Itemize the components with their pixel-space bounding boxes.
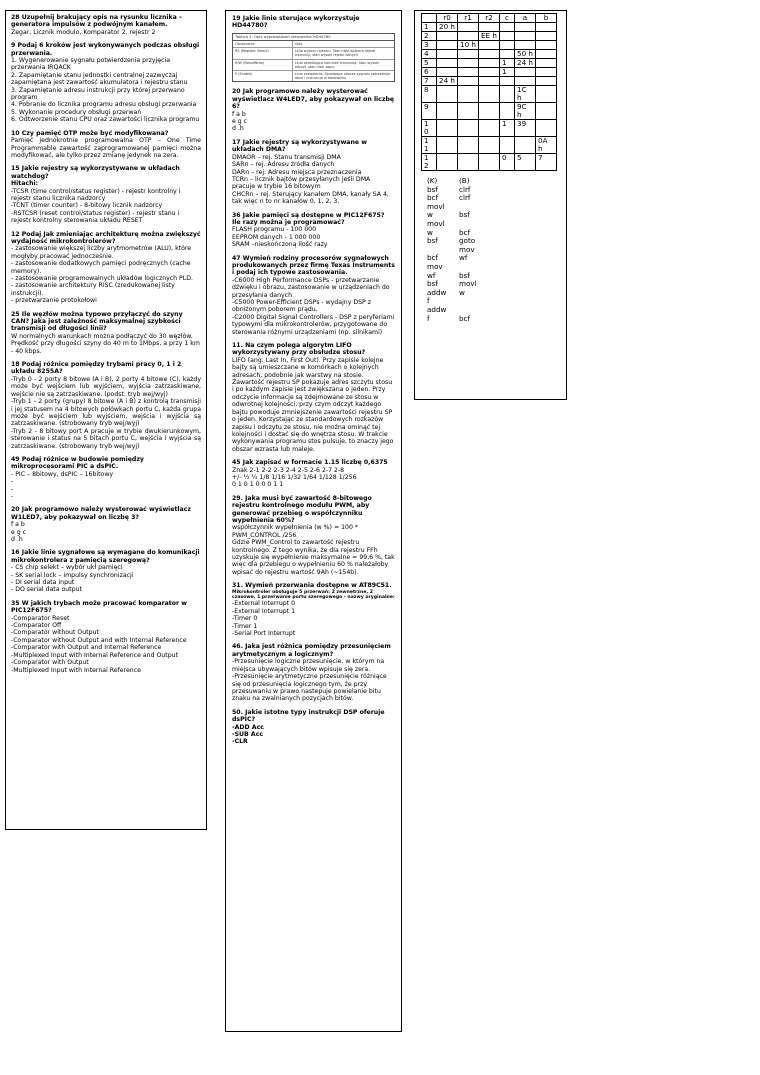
question-title: 36 Jakie pamięci są dostępne w PIC12F675? Ile razy można je programować? [232,211,385,226]
scan-cell: R/W (Read/Write) [233,60,293,70]
instruction-b: bsf [459,210,470,220]
column-middle-questions [232,88,395,745]
register-table-row [422,41,557,50]
register-cell [536,59,557,68]
question-block [11,42,201,123]
register-cell [437,103,458,120]
question-title: 49 Podaj różnice w budowie pomiędzy mikroprocesorami PIC a dsPIC. [11,455,144,471]
register-cell: 1 [422,23,437,32]
register-cell: 2 [422,32,437,41]
question-block [11,165,201,224]
question-answer: -Comparator Reset -Comparator Off -Comparator without Output -Comparator without Output and with Internal Reference -Comparator with Output and Internal Reference -Multiplexed Input with Internal Reference and Output -Comparator with Output -Multiplexed Input with Internal Reference [11,614,187,674]
header-cell: b [536,14,557,23]
register-cell [500,86,515,103]
register-cell [437,120,458,137]
register-table-row [422,120,557,137]
register-cell [437,32,458,41]
instruction-pair [427,203,566,212]
register-cell: EE h [479,32,500,41]
register-cell: 1 [500,68,515,77]
register-cell: 7 [422,77,437,86]
register-cell [437,50,458,59]
register-cell [458,86,479,103]
register-cell [479,50,500,59]
register-cell [479,77,500,86]
instruction-pair [427,194,566,203]
question-title: 28 Uzupełnij brakujący opis na rysunku licznika – generatora impulsów z podwójnym kanałem. [11,14,183,29]
question-title: 20 Jak programowo należy wysterować wyświetlacz W4LED7, aby pokazywał on liczbę 6? [232,88,395,111]
instruction-pair [427,229,566,238]
register-cell: 39 [515,120,536,137]
question-block [11,549,201,593]
instruction-b: movl [459,279,477,289]
register-cell [437,137,458,154]
register-table-row [422,86,557,103]
hd44780-pin-table-image [232,33,395,83]
register-cell [536,50,557,59]
register-cell [515,137,536,154]
register-cell: 1 [500,59,515,68]
pair-left-header: (K) [427,176,438,185]
scan-cell: Linia wyboru rejestru. Stan niski wybiera rejestr instrukcji, stan wysoki rejestr danych. [294,49,376,58]
question-answer: - PIC – 8bitowy, dsPIC – 16bitowy - - - [11,470,114,500]
question-title: 29. Jaka musi być zawartość 8-bitowego rejestru kontrolnego modułu PWM, aby generować przebieg o współczynniku wypełnienia 60%? [232,494,372,524]
scan-cell: E (Enable) [233,71,293,81]
register-cell [536,120,557,137]
register-cell [458,59,479,68]
register-cell: 1C h [515,86,536,103]
instruction-k: mov [427,261,443,271]
header-cell: r1 [458,14,479,23]
instruction-k: bsf [427,279,438,289]
instruction-k: wf [427,270,436,280]
question-answer: -Tryb 0 - 2 porty 8 bitowe (A i B), 2 porty 4 bitowe (C), każdy może być wejściem lub wyjściem, wyjścia zatrzaskiwane, wejście nie są zatrzaskiwane. (podst. tryb wej/wyj) -Tryb 1 - 2 porty (grupy) 8 bitowe (A i B) z kontrolą transmisji i jej statusem na 4 bitowych połówkach portu C, każda grupa może być wejściem lub wyjściem, wejścia i wyjścia są zatrzaskiwane. (strobowany tryb wej/wyj) -Tryb 2 - 8 bitowy port A pracuje w trybie dwukierunkowym, sterowanie i status na 5 bitach portu C, wejścia i wyjścia są zatrzaskiwane. (strobowany tryb wej/wyj) [11,375,201,450]
register-table-row [422,50,557,59]
scan-table-row [233,71,394,81]
question-block [232,342,395,453]
instruction-pair [427,272,566,281]
instruction-k: bcf [427,193,439,203]
instruction-k: f [427,313,430,323]
register-cell [536,68,557,77]
question-answer: 1. Wygenerowanie sygnału potwierdzenia przyjęcia przerwania IRQACK 2. Zapamiętanie stanu jednostki centralnej zazwyczaj zapamiętana jest zawartość akumulatora i rejestru stanu 3. Zapamiętanie adresu instrukcji przy której przerwano program 4. Pobranie do licznika programu adresu obsługi przerwania 5. Wykonanie procedury obsługi przerwań 6. Odtworzenie stanu CPU oraz zawartości licznika programu [11,57,200,124]
instruction-pair [427,211,566,220]
header-cell: r2 [479,14,500,23]
question-title: 35 W jakich trybach może pracować komparator w PIC12F675? [11,599,187,615]
scan-cell: RS (Register Select) [233,48,293,58]
question-block [11,311,201,355]
register-cell: 10 h [458,41,479,50]
instruction-k: addw [427,304,447,314]
instruction-pair [427,280,566,289]
question-block [232,88,395,132]
instruction-pair [427,237,566,246]
scan-cell: Linia określająca kierunek transmisji. Stan wysoki odczyt, stan niski zapis. [294,60,379,69]
register-cell [515,32,536,41]
question-title: 45 Jak zapisać w formacie 1.15 liczbę 0,6375 [232,459,388,467]
register-cell [500,23,515,32]
register-cell [536,32,557,41]
pair-right-header: (B) [459,176,470,185]
question-title: 19 Jakie linie sterujące wykorzystuje HD44780? [232,15,360,30]
register-cell [500,137,515,154]
instruction-pair [427,220,566,229]
question-answer: FLASH programu - 100 000 EEPROM danych - 1 000 000 SRAM –nieskończoną ilość razy [232,226,328,249]
question-answer: -External Interrupt 0 -External Interrupt 1 -Timer 0 -Timer 1 -Serial Port Interrupt [232,600,296,638]
question-title: 16 Jakie linie sygnałowe są wymagane do komunikacji mikrokontrolera z pamięcią szeregową? [11,549,200,564]
question-title: 20 Jak programowo należy wysterować wyświetlacz W1LED7, aby pokazywał on liczbę 3? [11,506,191,521]
scan-cell: Linia zezwolenia. Opadające zbocze sygnału zatrzaskuje dane i instrukcje w sterowniku. [294,72,391,81]
register-cell [515,68,536,77]
question-answer: - CS chip selekt – wybór ukł pamięci - SK serial lock – impulsy synchronizacji - DI serial data input - DO serial data output [11,564,134,594]
register-cell [536,86,557,103]
question-note: Mikrokontroler obsługuje 5 przerwań: 2 zewnętrzne, 2 czasowe, 1 przerwanie portu szeregowego - nazwy oryginalne: [232,589,395,601]
register-cell: 6 [422,68,437,77]
register-cell: 20 h [437,23,458,32]
instruction-b: bcf [459,227,471,237]
scan-table-title: Tablica 3. Opis wyprowadzeń sterownika HD44780 [233,34,394,41]
register-cell [458,23,479,32]
instruction-k: bsf [427,236,438,246]
question-answer: Pamięć jednokrotnie programowalna OTP – One Time Programmable zawartość zaprogramowanej pamięci można modyfikować, ale tylko przez zmianę jedynek na zera. [11,137,201,159]
question-hd44780 [232,15,395,82]
register-cell [500,103,515,120]
register-cell [458,120,479,137]
scan-table-row [233,60,394,71]
register-cell [458,50,479,59]
column-left [5,10,207,830]
register-cell [437,154,458,171]
register-cell: 0A h [536,137,557,154]
instruction-pair [427,254,566,263]
instruction-pair [427,263,566,272]
register-cell: 1 2 [422,154,437,171]
register-cell: 8 [422,86,437,103]
register-cell [437,86,458,103]
question-title: 31. Wymień przerwania dostępne w AT89C51. [232,582,392,590]
register-cell: 4 [422,50,437,59]
register-cell [515,23,536,32]
pairs-header [427,177,566,186]
register-cell [437,41,458,50]
question-answer: -ADD Acc -SUB Acc -CLR [232,723,264,746]
question-answer: W normalnych warunkach można podłączyć do 30 węzłów. Prędkość przy długości szyny do 40 m to 1Mbps, a przy 1 km - 40 kbps. [11,332,200,355]
question-block [11,361,201,450]
scan-table-row [233,48,394,59]
question-title: 9 Podaj 6 kroków jest wykonywanych podczas obsługi przerwania. [11,42,200,57]
question-title: 46. Jaka jest różnica pomiędzy przesunięciem arytmetycznym a logicznym? [232,643,391,658]
question-block [232,643,395,702]
instruction-b: w [459,287,465,297]
instruction-b: clrf [459,184,471,194]
column-middle [225,10,402,1032]
register-table-row [422,77,557,86]
question-subheading: Hitachi: [11,180,39,188]
instruction-k: bcf [427,253,439,263]
register-cell [458,137,479,154]
register-table-row [422,137,557,154]
question-block [11,506,201,543]
instruction-k: w [427,227,433,237]
question-block [11,456,201,500]
register-cell: 9 [422,103,437,120]
register-cell [437,59,458,68]
question-answer: - zastosowanie większej liczby arytmometrów (ALU), które mogłyby pracować jednocześnie. - zastosowanie dodatkowych pamięci podręcznych (cache memory). - zastosowanie programowalnych układów logicznych PLD. - zastosowanie architektury RISC (zredukowanej listy instrukcji). - przetwarzanie protokołowi [11,245,193,305]
register-cell: 24 h [515,59,536,68]
register-table-row [422,59,557,68]
question-block [11,14,201,36]
question-block [232,255,395,336]
instruction-pairs [427,177,566,323]
register-cell [536,41,557,50]
instruction-b: goto [459,236,476,246]
register-cell: 0 [500,154,515,171]
question-answer: Zegar, Licznik modulo, Komparator 2, rejestr 2 [11,28,156,36]
register-cell: 1 [500,120,515,137]
register-cell [479,68,500,77]
instruction-k: addw [427,287,447,297]
register-table-row [422,103,557,120]
question-title: 11. Na czym polega algorytm LIFO wykorzystywany przy obsłudze stosu? [232,342,366,357]
register-cell: 50 h [515,50,536,59]
scan-table-header [233,41,394,48]
register-cell [479,154,500,171]
instruction-pair [427,306,566,315]
instruction-b: bsf [459,270,470,280]
register-cell [500,77,515,86]
question-title: 15 Jakie rejestry są wykorzystywane w układach watchdog? [11,165,180,180]
register-cell [479,103,500,120]
question-title: 25 Ile węzłów można typowo przyłączyć do szyny CAN? Jaka jest zależność maksymalnej szybkości transmisji od długości linii? [11,310,183,333]
register-cell: 7 [536,154,557,171]
register-cell [458,68,479,77]
question-answer: f a b e g c d .h [232,110,248,133]
instruction-b: mov [459,244,475,254]
question-answer: DMAOR – rej. Stanu transmisji DMA SARn – rej. Adresu źródła danych DARn – rej. Adresu miejsca przeznaczenia TCRn – licznik bajtów przesyłanych jeśli DMA pracuje w trybie 16 bitowym CHCRn – rej. Sterujący kanałem DMA, kanały SA 4, tak więc n to nr kanałów 0, 1, 2, 3. [232,153,389,206]
header-cell: c [500,14,515,23]
register-cell [479,120,500,137]
question-answer: -TCSR (time control/status register) - rejestr kontrolny i rejestr stanu licznika nadzorcy -TCNT (timer counter) - 8-bitowy licznik nadzorcy -RSTCSR (reset control/status register) - rejestr stanu i rejestr kontrolny sterowania układu RESET [11,187,181,225]
question-block [232,212,395,249]
question-block [232,459,395,489]
header-cell: a [515,14,536,23]
register-table-row [422,154,557,171]
register-cell: 9C h [515,103,536,120]
question-title: 18 Podaj różnice pomiędzy trybami pracy 0, 1 i 2 układu 8255A? [11,361,182,376]
register-cell [479,86,500,103]
register-cell [458,77,479,86]
question-block [232,582,395,637]
question-title: 12 Podaj Jak zmieniając architekturę można zwiększyć wydajność mikrokontrolerów? [11,230,201,245]
register-cell [458,154,479,171]
scan-header-cell: Opis [294,42,303,47]
register-cell [500,41,515,50]
instruction-pair [427,246,566,255]
instruction-b: bcf [459,313,471,323]
instruction-b: clrf [459,193,471,203]
register-cell [458,103,479,120]
instruction-k: bsf [427,184,438,194]
header-cell: r0 [437,14,458,23]
register-cell [500,32,515,41]
instruction-k: f [427,296,430,306]
question-answer: f a b e g c d .h [11,521,27,543]
scan-header-cell: Oznaczenie [233,41,293,47]
instruction-k: movl [427,201,445,211]
question-title: 50. Jakie istotne typy instrukcji DSP oferuje dsPIC? [232,708,385,724]
instruction-pair [427,297,566,306]
register-cell [536,23,557,32]
register-cell: 3 [422,41,437,50]
question-block [232,139,395,206]
instruction-pair [427,186,566,195]
register-cell: 5 [422,59,437,68]
question-block [11,231,201,305]
register-cell [536,77,557,86]
question-title: 10 Czy pamięć OTP może być modyfikowana? [11,129,169,137]
register-cell: 1 0 [422,120,437,137]
register-cell [479,137,500,154]
instruction-pair [427,289,566,298]
question-block [11,600,201,674]
question-answer: LIFO (ang. Last In, First Out). Przy zapisie kolejne bajty są umieszczane w komórkach o kolejnych adresach, podobnie jak warstwy na stosie. Zawartość rejestru SP pokazuje adres szczytu stosu i po każdym zapisie jest zwiększana o jeden. Przy odczycie informacje są zdejmowane ze stosu w odwrotnej kolejności, przy czym odczyt każdego bajtu powoduje zmniejszenie zawartości rejestru SP o jeden. Korzystając ze standardowych rozkazów zapisu i odczytu ze stosu, nie można ominąć tej kolejności i dostać się do wnętrza stosu. W trakcie wykonywania programu stos pulsuje, to znaczy jego obszar wzrasta lub maleje. [232,356,394,453]
instruction-k: movl [427,218,445,228]
instruction-pair [427,315,566,324]
question-title: 47 Wymień rodziny procesorów sygnałowych produkowanych przez firmę Texas Instruments i podaj ich typowe zastosowania. [232,254,395,277]
instruction-b: wf [459,253,468,263]
column-right [414,10,567,400]
instruction-k: w [427,210,433,220]
question-answer: -C6000 High Performance DSPs - przetwarzanie dźwięku i obrazu, zastosowanie w urządzeniach do przesyłania danych -C5000 Power-Efficient DSPs - wydajny DSP z obniżonym poborem prądu. -C2000 Digital Signal Controllers - DSP z peryferiami typowymi dla mikrokontrolerów, przygotowane do sterowania różnymi urządzeniami (np. silnikami) [232,276,395,336]
register-table [421,13,557,171]
question-answer: Znak 2-1 2-2 2-3 2-4 2-5 2-6 2-7 2-8 +/- ½ ¼ 1/8 1/16 1/32 1/64 1/128 1/256 0 1 0 1 0 0 0 1 1 [232,466,357,489]
question-block [232,495,395,576]
question-block [11,130,201,160]
question-block [232,709,395,746]
question-answer: -Przesunięcie logiczne przesunięcie, w którym na miejsca ubywających bitów wpisuje się zera. -Przesunięcie arytmetyczne przesunięcie różniące się od przesunięcia logicznego tym, że przy przesuwaniu w prawo nastepuje powielanie bitu znaku na zwalnianych pozycjach bitów. [232,658,387,703]
register-cell [479,59,500,68]
register-cell [479,41,500,50]
register-cell [536,103,557,120]
register-cell: 5 [515,154,536,171]
question-answer: współczynnik wypełnienia (w %) = 100 * PWM_CONTROL /256 Gdzie PWM_Control to zawartość rejestru kontrolnego. Z tego wynika, że dla rejestru FFh uzyskuje się wypełnienie maksymalne = 99,6 %, tak więc dla przebiegu o wypełnieniu 60 % należałoby wpisać do rejestru wartość 9Ah (~154b). [232,524,395,576]
register-cell: 1 1 [422,137,437,154]
question-title: 17 Jakie rejestry są wykorzystywane w układach DMA? [232,138,367,154]
register-cell: 24 h [437,77,458,86]
register-table-row [422,32,557,41]
